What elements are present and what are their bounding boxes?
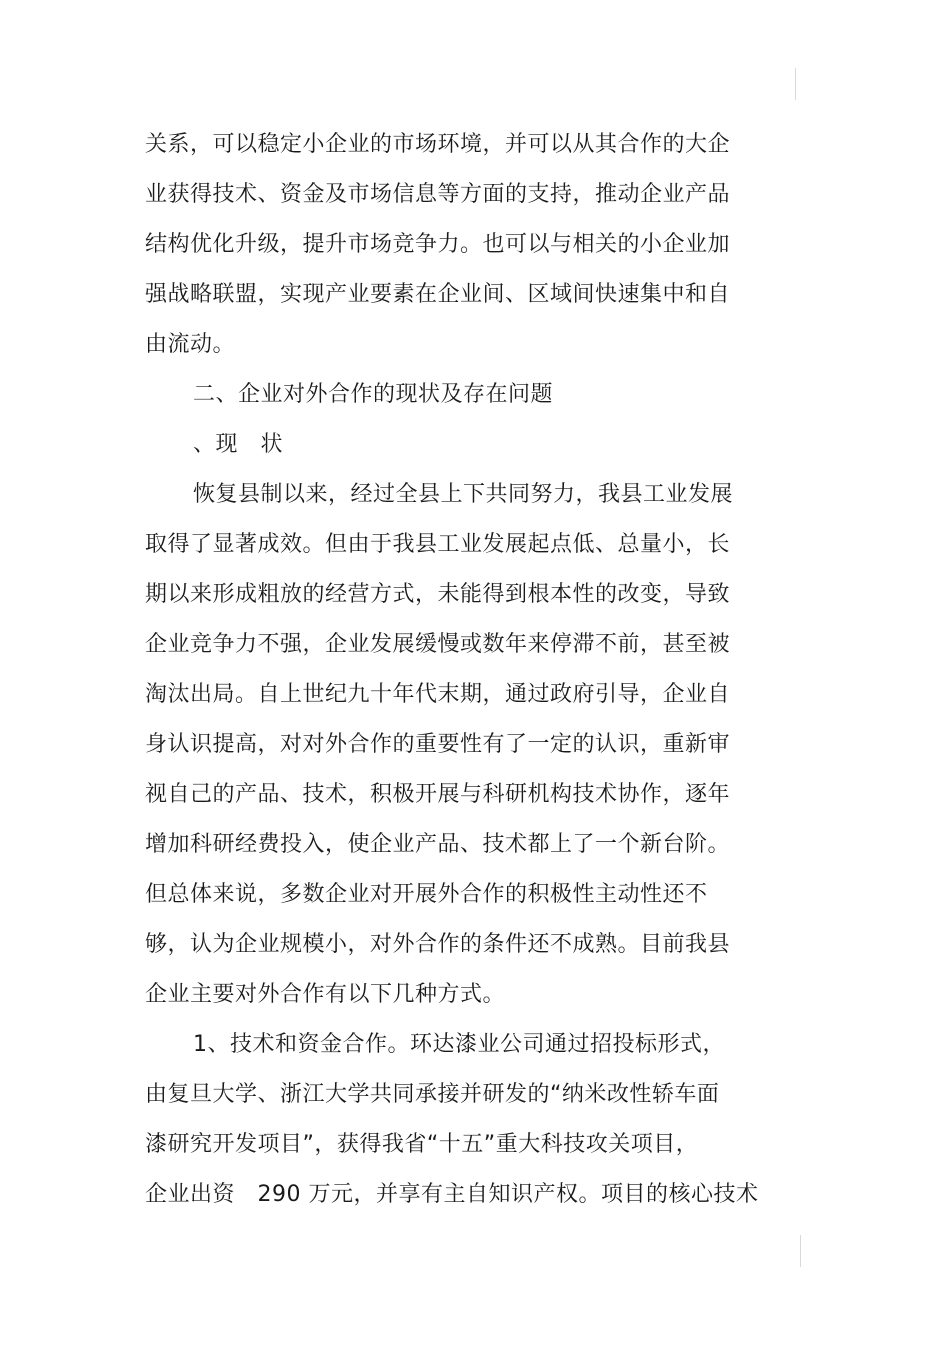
text-line: 企业出资 290 万元，并享有主自知识产权。项目的核心技术 [145, 1182, 759, 1207]
text-line: 结构优化升级，提升市场竞争力。也可以与相关的小企业加 [145, 232, 731, 257]
text-line: 够，认为企业规模小，对外合作的条件还不成熟。目前我县 [145, 932, 731, 957]
subsection-heading: 、现 状 [193, 432, 284, 457]
margin-mark-bottom [800, 1235, 801, 1267]
text-line: 漆研究开发项目”，获得我省“十五”重大科技攻关项目， [145, 1132, 699, 1157]
text-line: 1、技术和资金合作。环达漆业公司通过招投标形式， [193, 1032, 725, 1057]
text-line: 恢复县制以来，经过全县上下共同努力，我县工业发展 [193, 482, 734, 507]
section-heading: 二、企业对外合作的现状及存在问题 [193, 382, 554, 407]
body-text [145, 120, 765, 1220]
text-line: 由复旦大学、浙江大学共同承接并研发的“纳米改性轿车面 [145, 1082, 720, 1107]
text-line: 淘汰出局。自上世纪九十年代末期，通过政府引导，企业自 [145, 682, 731, 707]
text-line: 强战略联盟，实现产业要素在企业间、区域间快速集中和自 [145, 282, 731, 307]
text-line: 企业竞争力不强，企业发展缓慢或数年来停滞不前，甚至被 [145, 632, 731, 657]
text-line: 但总体来说，多数企业对开展外合作的积极性主动性还不 [145, 882, 708, 907]
text-line: 由流动。 [145, 332, 236, 357]
text-line: 企业主要对外合作有以下几种方式。 [145, 982, 506, 1007]
text-line: 视自己的产品、技术，积极开展与科研机构技术协作，逐年 [145, 782, 731, 807]
text-line: 取得了显著成效。但由于我县工业发展起点低、总量小，长 [145, 532, 731, 557]
text-line: 增加科研经费投入，使企业产品、技术都上了一个新台阶。 [145, 832, 731, 857]
margin-mark-top [795, 68, 796, 100]
text-line: 关系，可以稳定小企业的市场环境，并可以从其合作的大企 [145, 132, 731, 157]
text-line: 业获得技术、资金及市场信息等方面的支持，推动企业产品 [145, 182, 731, 207]
text-line: 期以来形成粗放的经营方式，未能得到根本性的改变，导致 [145, 582, 731, 607]
text-line: 身认识提高，对对外合作的重要性有了一定的认识，重新审 [145, 732, 731, 757]
